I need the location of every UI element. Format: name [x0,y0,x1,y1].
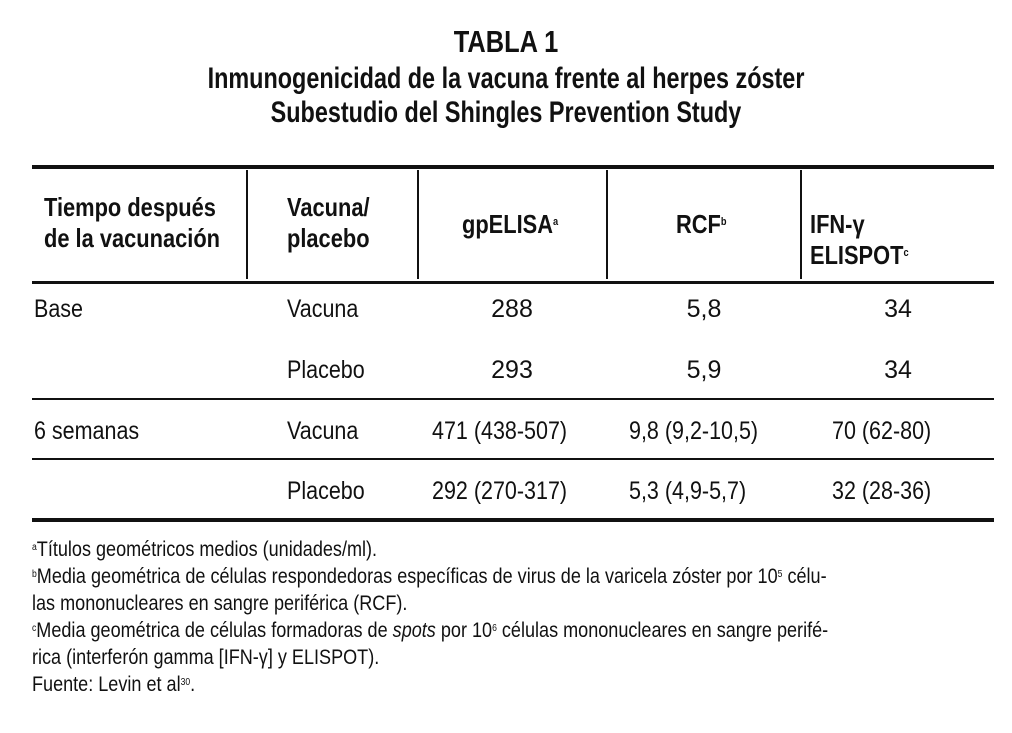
table-subtitle-line1: Inmunogenicidad de la vacuna frente al herpes zóster [207,62,805,95]
cell-grupo: Vacuna [287,417,359,445]
cell-gpelisa: 288 [491,295,533,323]
footnote-a: $^a$Títulos geométricos medios (unidades/ml). [32,538,378,561]
cell-tiempo: Base [34,295,84,323]
header-bottom-rule [32,281,994,284]
header-divider [606,170,608,279]
cell-ifn: 70 (62-80) [832,417,932,445]
row-divider [32,458,994,460]
header-gpelisa: gpELISA$^a$ [462,209,559,239]
header-ifn-elispot: IFN-γ ELISPOT$^c$ [810,209,909,270]
header-divider [417,170,419,279]
cell-grupo: Vacuna [287,295,359,323]
table-top-rule [32,165,994,169]
header-rcf: RCF$^b$ [676,209,727,239]
cell-rcf: 5,3 (4,9-5,7) [629,477,747,505]
footnote-c-cont: rica (interferón gamma [IFN-γ] y ELISPOT). [32,646,380,669]
cell-ifn: 32 (28-36) [832,477,932,505]
table-subtitle-line2: Subestudio del Shingles Prevention Study [270,96,742,129]
header-divider [800,170,802,279]
cell-gpelisa: 292 (270-317) [432,477,568,505]
cell-grupo: Placebo [287,356,365,384]
footnote-b: $^b$Media geométrica de células respondedoras específicas de virus de la varicela zóster por $10^5$ célu- [32,565,827,588]
cell-rcf: 9,8 (9,2-10,5) [629,417,759,445]
header-divider [246,170,248,279]
table-bottom-rule [32,518,994,522]
header-tiempo: Tiempo después de la vacunación [44,192,221,253]
header-vacuna-placebo: Vacuna/ placebo [287,192,370,253]
cell-gpelisa: 471 (438-507) [432,417,568,445]
cell-ifn: 34 [884,295,912,323]
cell-tiempo: 6 semanas [34,417,140,445]
cell-grupo: Placebo [287,477,365,505]
cell-rcf: 5,9 [686,356,722,384]
cell-gpelisa: 293 [491,356,533,384]
source-note: Fuente: Levin et $al^{30}$. [32,673,196,696]
row-divider [32,398,994,400]
table-number: TABLA 1 [453,24,559,59]
cell-rcf: 5,8 [686,295,722,323]
footnote-c: $^c$Media geométrica de células formadoras de spots por $10^6$ células mononucleares en sangre perifé- [32,619,829,642]
footnote-b-cont: las mononucleares en sangre periférica (RCF). [32,592,408,615]
cell-ifn: 34 [884,356,912,384]
table-footnotes [32,536,994,698]
table-title-block [0,22,1012,130]
